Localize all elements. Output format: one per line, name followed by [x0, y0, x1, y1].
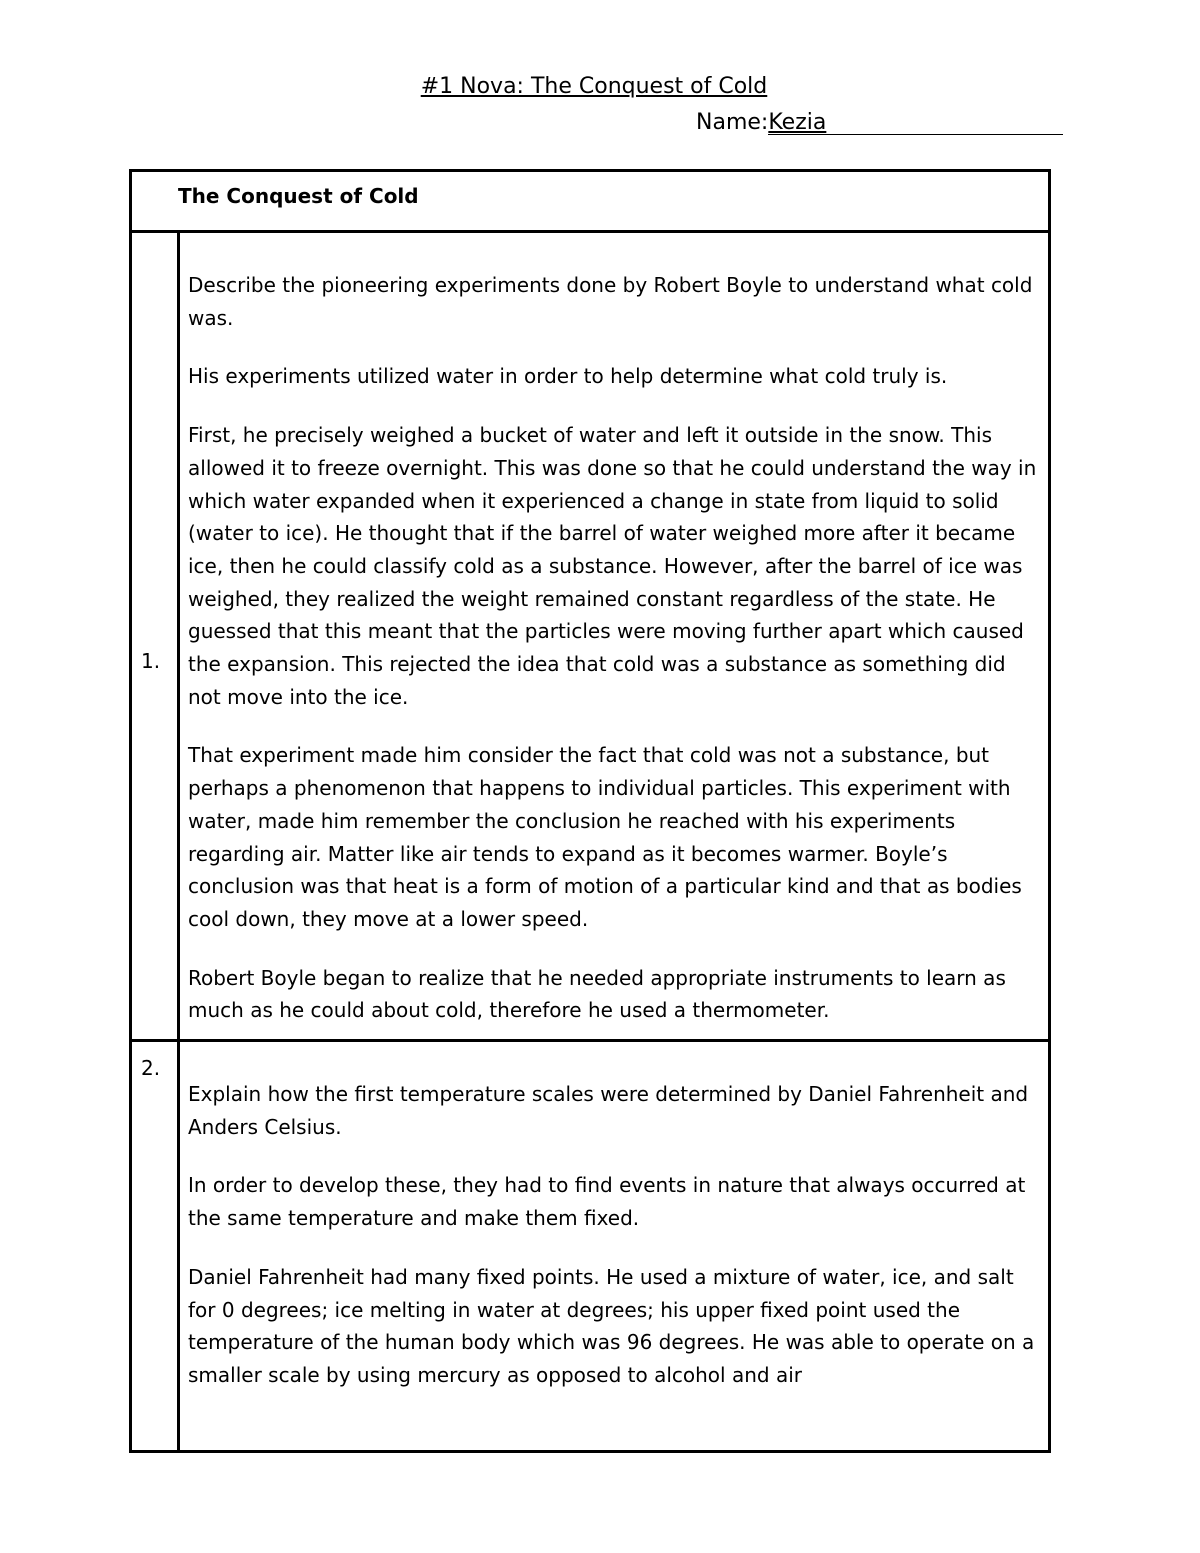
- question-prompt: Describe the pioneering experiments done by Robert Boyle to understand what cold was.: [188, 273, 1033, 330]
- table-header-row: [131, 171, 1050, 232]
- answer-paragraph: That experiment made him consider the fact that cold was not a substance, but perhaps a phenomenon that happens to individual particles. This experiment with water, made him remember the conclusion he reached with his experiments regarding air. Matter like air tends to expand as it becomes warmer. Boyle’s conclusion was that heat is a form of motion of a particular kind and that as bodies cool down, they move at a lower speed.: [188, 743, 1022, 931]
- question-cell: [179, 1041, 1050, 1452]
- answer-paragraph: Robert Boyle began to realize that he needed appropriate instruments to learn as much as he could about cold, therefore he used a thermometer.: [188, 965, 1006, 1023]
- name-line: [696, 110, 1063, 135]
- question-row-2: [131, 1041, 1050, 1452]
- question-number: 2.: [131, 1041, 179, 1452]
- question-row-1: [131, 232, 1050, 1041]
- question-cell: [179, 232, 1050, 1041]
- name-label: Name:: [696, 110, 769, 135]
- document-title: #1 Nova: The Conquest of Cold: [420, 74, 768, 99]
- table-heading: The Conquest of Cold: [131, 171, 1050, 232]
- question-number: 1.: [131, 232, 179, 1041]
- worksheet-table: [129, 169, 1051, 1453]
- answer-paragraph: Daniel Fahrenheit had many fixed points. He used a mixture of water, ice, and salt for 0 degrees; ice melting in water at degrees; his upper fixed point used the temperature of the human body which was 96 degrees. He was able to operate on a smaller scale by using mercury as opposed to alcohol and air: [188, 1264, 1035, 1387]
- name-value: Kezia: [768, 112, 1063, 135]
- answer-paragraph: His experiments utilized water in order to help determine what cold truly is.: [188, 364, 948, 389]
- answer-paragraph: First, he precisely weighed a bucket of water and left it outside in the snow. This allowed it to freeze overnight. This was done so that he could understand the way in which water expanded when it experienced a change in state from liquid to solid (water to ice). He thought that if the barrel of water weighed more after it became ice, then he could classify cold as a substance. However, after the barrel of ice was weighed, they realized the weight remained constant regardless of the state. He guessed that this meant that the particles were moving further apart which caused the expansion. This rejected the idea that cold was a substance as something did not move into the ice.: [188, 423, 1037, 709]
- question-prompt: Explain how the first temperature scales were determined by Daniel Fahrenheit and Anders Celsius.: [188, 1082, 1029, 1139]
- answer-paragraph: In order to develop these, they had to find events in nature that always occurred at the same temperature and make them fixed.: [188, 1173, 1026, 1231]
